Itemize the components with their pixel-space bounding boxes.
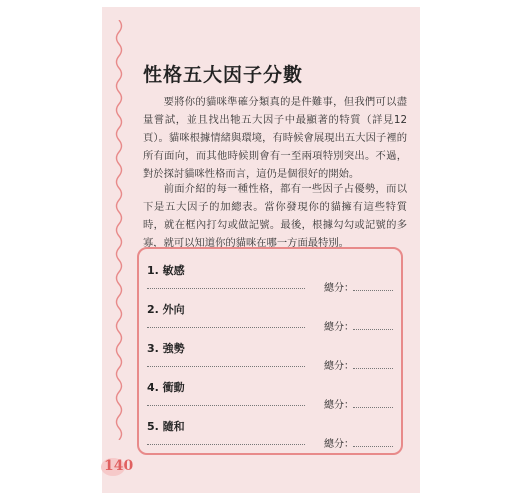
factor-item-extroverted	[147, 301, 397, 337]
score-label: 總分：	[324, 283, 354, 294]
factor-item-dominant	[147, 340, 397, 376]
page-title: 性格五大因子分數	[143, 64, 304, 86]
instructions-paragraph: 前面介紹的每一種性格，都有一些因子占優勢，而以下是五大因子的加總表。當你發現你的貓擁有這些特質時，就在框內打勾或做記號。最後，根據勾勾或記號的多寡，就可以知道你的貓咪在哪一方面最特別。	[143, 183, 407, 249]
factor-label: 2. 外向	[147, 303, 185, 316]
factor-item-impulsive	[147, 379, 397, 415]
factor-label: 5. 隨和	[147, 420, 185, 433]
intro-paragraph: 要將你的貓咪準確分類真的是件難事，但我們可以盡量嘗試，並且找出牠五大因子中最顯著的特質（詳見12頁）。貓咪根據情緒與環境，有時候會展現出五大因子裡的所有面向，而其他時候則會有一至兩項特別突出。不過，對於探討貓咪性格而言，這仍是個很好的開始。	[143, 96, 407, 180]
factor-label: 1. 敏感	[147, 264, 185, 277]
factor-label: 3. 強勢	[147, 342, 185, 355]
factor-item-agreeable	[147, 418, 397, 454]
factor-write-line[interactable]	[147, 288, 305, 289]
page-number: 140	[104, 458, 134, 474]
factor-write-line[interactable]	[147, 327, 305, 328]
score-label: 總分：	[324, 400, 354, 411]
factor-label: 4. 衝動	[147, 381, 185, 394]
score-field[interactable]	[353, 290, 393, 291]
score-label: 總分：	[324, 439, 354, 450]
score-label: 總分：	[324, 322, 354, 333]
factor-write-line[interactable]	[147, 444, 305, 445]
score-field[interactable]	[353, 329, 393, 330]
factor-write-line[interactable]	[147, 366, 305, 367]
factor-item-sensitive	[147, 262, 397, 298]
score-label: 總分：	[324, 361, 354, 372]
score-field[interactable]	[353, 446, 393, 447]
score-field[interactable]	[353, 368, 393, 369]
factor-write-line[interactable]	[147, 405, 305, 406]
score-field[interactable]	[353, 407, 393, 408]
wavy-border-decoration	[113, 20, 125, 440]
